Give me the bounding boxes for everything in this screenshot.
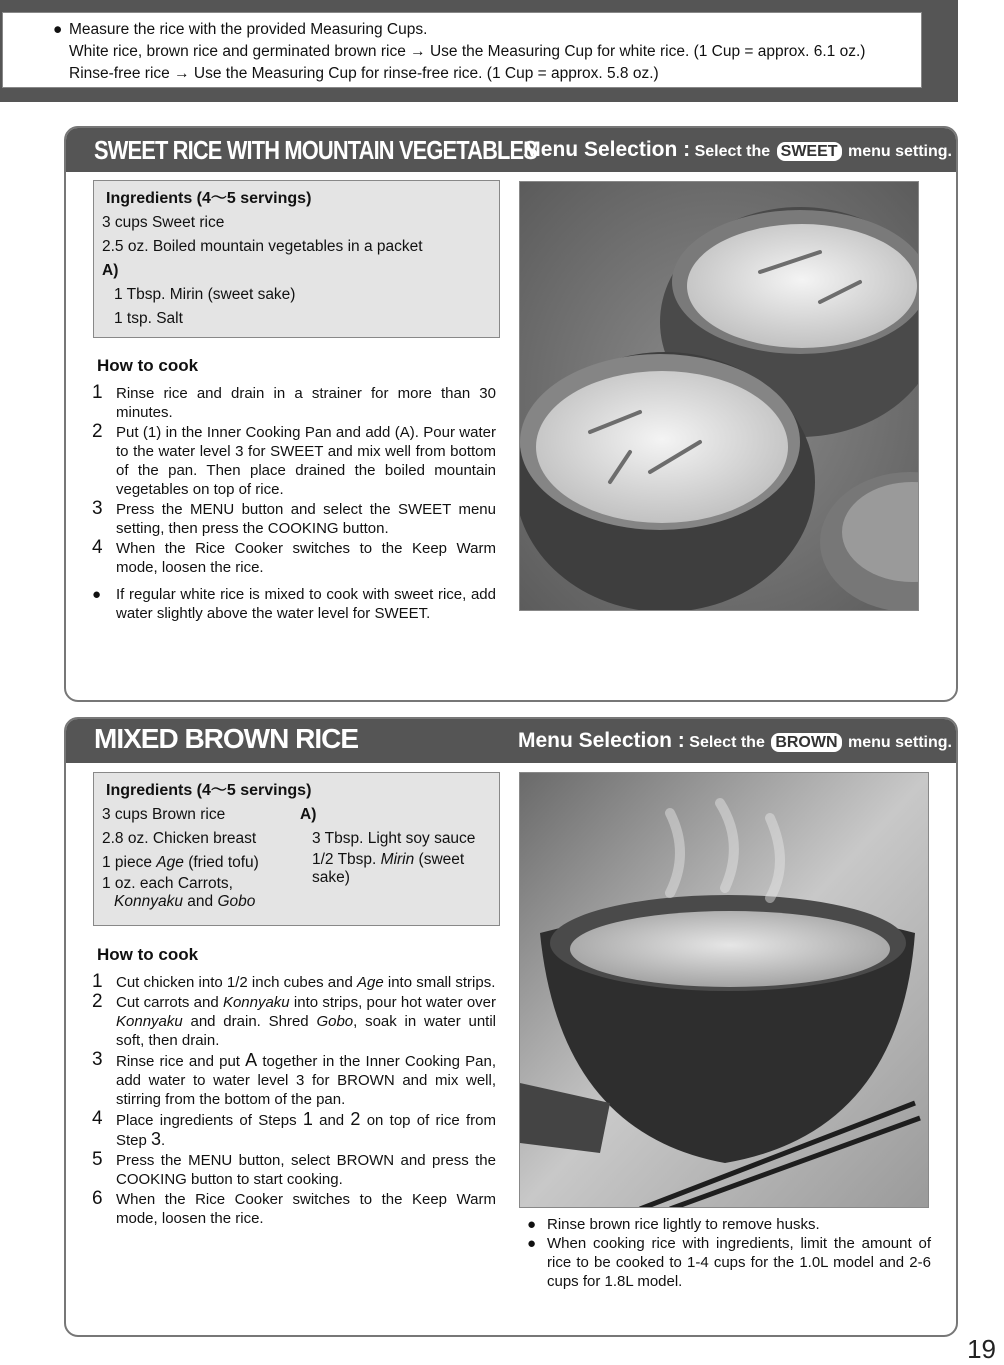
step-item (88, 1151, 496, 1189)
bullet-icon: ● (527, 1216, 537, 1233)
recipe-title: MIXED BROWN RICE (94, 723, 358, 754)
step-item (88, 384, 496, 422)
note-text: When cooking rice with ingredients, limit the amount of rice to be cooked to 1-4 cups for the 1.0L model and 2-6 cups for 1.8L model. (547, 1235, 931, 1290)
ingredient-item: 1 Tbsp. Mirin (sweet sake) (114, 286, 296, 303)
step-text: and drain. Shred (182, 1013, 317, 1030)
step-number: 2 (92, 421, 103, 442)
step-text: A (245, 1050, 258, 1070)
menu-select-pre: Select the (689, 734, 765, 751)
photo-sweet-rice-bowls (519, 181, 919, 611)
bullet-icon: ● (527, 1235, 537, 1252)
step-item (88, 973, 496, 992)
steps-list (88, 384, 496, 624)
page-number: 19 (967, 1334, 996, 1364)
rice-bowls-illustration (520, 182, 919, 611)
recipe-header (66, 128, 956, 172)
ingredient-item: 1 tsp. Salt (114, 310, 183, 327)
ingredient-text: Gobo (217, 893, 256, 910)
step-text: together in the Inner Cooking Pan, add water to water level 3 for BROWN and mix well, stirring from the bottom of the pan. (116, 1053, 496, 1108)
step-text: on top of rice from Step (116, 1112, 496, 1149)
how-to-cook-heading: How to cook (97, 356, 199, 375)
ingredients-box (93, 772, 500, 926)
step-item (88, 993, 496, 1050)
menu-pill-brown: BROWN (771, 733, 841, 752)
note-item (527, 1234, 931, 1291)
step-number: 1 (92, 971, 103, 992)
measuring-note-line1: Measure the rice with the provided Measuring Cups. (69, 21, 428, 38)
ingredients-box (93, 180, 500, 338)
ingredient-text: Konnyaku (114, 893, 183, 910)
brown-rice-bowl-illustration (520, 773, 929, 1208)
photo-mixed-brown-rice-bowl (519, 772, 929, 1208)
step-text: Put (1) in the Inner Cooking Pan and add (A). Pour water to the water level 3 for SWEET and mix well from bottom of the pan. Then place drained the boiled mountain vegetables on top of rice. (116, 424, 496, 498)
ingredient-text: 1 oz. each Carrots, (102, 875, 233, 892)
step-text: Rinse rice and put (116, 1053, 246, 1070)
step-item (88, 539, 496, 577)
ingredients-header: Ingredients (4～5 servings) (106, 190, 312, 207)
ingredients-col2 (300, 803, 500, 887)
step-number: 4 (92, 537, 103, 558)
ingredient-item: 2.5 oz. Boiled mountain vegetables in a packet (102, 238, 423, 255)
measuring-note-box (2, 12, 922, 88)
note-text: If regular white rice is mixed to cook with sweet rice, add water slightly above the water level for SWEET. (116, 586, 496, 622)
ingredient-item: 3 cups Brown rice (102, 806, 226, 823)
step-text: Konnyaku (116, 1013, 183, 1030)
step-text: Press the MENU button, select BROWN and press the COOKING button to start cooking. (116, 1152, 496, 1188)
ingredient-item: 3 Tbsp. Light soy sauce (312, 830, 476, 847)
step-text: Konnyaku (222, 994, 290, 1011)
step-number: 2 (92, 991, 103, 1012)
ingredients-header: Ingredients (4～5 servings) (106, 782, 312, 799)
step-number: 3 (92, 498, 103, 519)
step-text: Gobo (316, 1013, 354, 1030)
how-to-cook-heading: How to cook (97, 945, 199, 964)
step-text: Rinse rice and drain in a strainer for more than 30 minutes. (116, 385, 496, 421)
recipe-title: SWEET RICE WITH MOUNTAIN VEGETABLES (94, 135, 537, 165)
step-number: 1 (92, 382, 103, 403)
step-text: 3 (151, 1129, 162, 1149)
step-text: Cut chicken into 1/2 inch cubes and (116, 974, 357, 991)
step-text: When the Rice Cooker switches to the Keep Warm mode, loosen the rice. (116, 540, 496, 576)
ingredient-item (300, 851, 500, 887)
steps-list (88, 973, 496, 1229)
note-item (527, 1215, 931, 1234)
ingredient-text: (sweet sake) (312, 851, 465, 886)
recipe-header (66, 719, 956, 763)
menu-selection (518, 729, 952, 753)
step-text: Press the MENU button and select the SWEET menu setting, then press the COOKING button. (116, 501, 496, 537)
step-item (88, 423, 496, 499)
ingredient-item: 3 cups Sweet rice (102, 214, 225, 231)
step-text: Age (356, 974, 384, 991)
bullet-icon: ● (92, 586, 102, 603)
note-text: Rinse brown rice lightly to remove husks. (547, 1216, 820, 1233)
ingredient-text: 1/2 Tbsp. (312, 851, 381, 868)
step-text: When the Rice Cooker switches to the Keep Warm mode, loosen the rice. (116, 1191, 496, 1227)
ingredients-columns (102, 803, 499, 911)
step-item (88, 1110, 496, 1150)
menu-select-post: menu setting. (847, 734, 952, 751)
step-text: 1 (302, 1109, 313, 1129)
menu-select-post: menu setting. (847, 143, 952, 160)
ingredient-text: Mirin (380, 851, 415, 868)
menu-selection-label: Menu Selection : (517, 729, 685, 752)
step-item (88, 1190, 496, 1228)
step-text: Cut carrots and (116, 994, 223, 1011)
ingredient-group-a: A) (102, 262, 119, 279)
ingredient-text: (fried tofu) (183, 854, 259, 871)
ingredient-text: and (182, 893, 218, 910)
top-banner (0, 0, 958, 102)
step-text: Place ingredients of Steps (116, 1112, 303, 1129)
ingredient-item: 2.8 oz. Chicken breast (102, 830, 257, 847)
bullet-icon: ● (53, 21, 63, 38)
step-text: 2 (350, 1109, 361, 1129)
step-item (88, 500, 496, 538)
note-item (88, 585, 496, 623)
step-item (88, 1051, 496, 1109)
measuring-note-line3: Rinse-free rice → Use the Measuring Cup for rinse-free rice. (1 Cup = approx. 5.8 oz.) (69, 65, 659, 82)
step-text: into strips, pour hot water over (289, 994, 497, 1011)
menu-select-pre: Select the (694, 143, 771, 160)
ingredient-group-a: A) (300, 806, 317, 823)
step-text: . (161, 1132, 166, 1149)
brown-rice-notes (527, 1215, 931, 1291)
recipe-card-sweet-rice (64, 126, 958, 702)
step-text: into small strips. (383, 974, 496, 991)
step-number: 6 (92, 1188, 103, 1209)
menu-selection (523, 138, 952, 162)
ingredient-text: 1 piece (102, 854, 157, 871)
menu-selection-label: Menu Selection : (523, 138, 691, 161)
step-text: and (312, 1112, 351, 1129)
step-number: 5 (92, 1149, 103, 1170)
measuring-note-line2: White rice, brown rice and germinated brown rice → Use the Measuring Cup for white rice. (1 Cup = approx. 6.1 oz.) (69, 43, 866, 60)
step-text: , soak in water until soft, then drain. (116, 1013, 496, 1049)
ingredient-text: Age (156, 854, 184, 871)
step-number: 4 (92, 1108, 103, 1129)
step-number: 3 (92, 1049, 103, 1070)
menu-pill-sweet: SWEET (777, 142, 842, 161)
